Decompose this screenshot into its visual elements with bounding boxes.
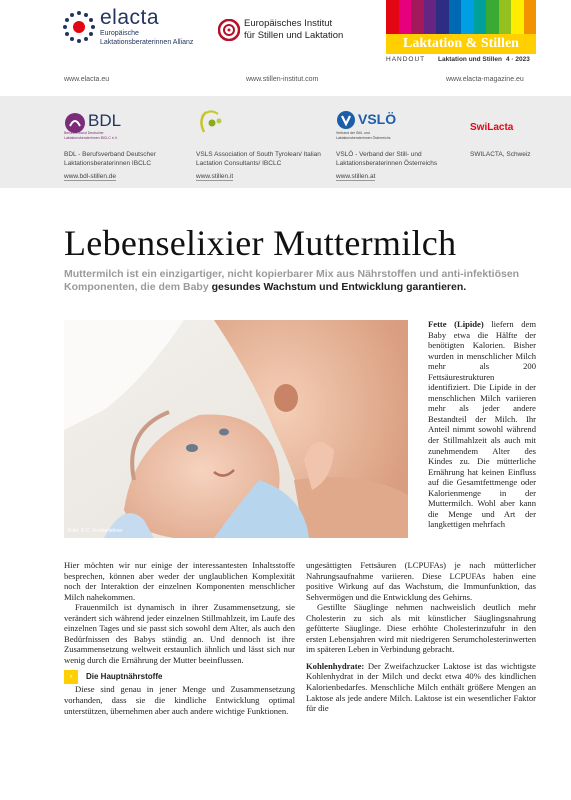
institute-spiral-logo-icon <box>218 19 240 41</box>
institute-name-line1: Europäisches Institut <box>244 18 333 29</box>
bdl-logo-subtitle: Berufsverband Deutscher Laktationsberaterinnen IBCLC e.V. <box>64 131 118 140</box>
fette-column-top <box>428 319 536 530</box>
bdl-logo-text: BDL <box>88 111 122 130</box>
bdl-url[interactable]: www.bdl-stillen.de <box>64 173 117 180</box>
lead-grey-text: Muttermilch ist ein einzigartiger, nicht kopierbarer Mix aus Nährstoffen und anti-infektiösen Komponenten, die dem Baby <box>64 268 520 293</box>
chevron-right-icon: › <box>64 670 78 684</box>
magazine-stripe-2 <box>399 0 412 34</box>
fette-text: liefern dem Baby etwa die Hälfte der benötigten Kalorien. Bisher wurden in menschlicher Milch mehr als 200 Fettsäurestrukturen identifiziert. Die Lipide in der menschlichen Milch variieren mehr als jeder andere Bestandteil der Milch. Ihr Anteil nimmt sowohl während der Stillmahlzeit als auch mit zunehmendem Alter des Kindes zu. Die mütterliche Ernährung hat keinen Einfluss auf die Gesamtfettmenge oder Kalorienmenge in der Muttermilch. Wohl aber kann die Menge und Art der langkettigen mehrfach <box>428 319 537 530</box>
breastfeeding-photo <box>64 320 408 538</box>
bdl-description: BDL - Berufsverband Deutscher Laktationsberaterinnen IBCLC <box>64 151 156 167</box>
frauenmilch-paragraph: Frauenmilch ist dynamisch in ihrer Zusammensetzung, sie verändert sich während jeder einzelnen Stillmahlzeit, im Laufe des einzelnen Tages und sie passt sich sowohl dem Alter, als auch den Bedürfnissen des Babys ständig an. Und dennoch ist ihre Zusammensetzung weltweit erstaunlich ähnlich und lässt sich nur wenig durch die Ernährung der Mutter beeinflussen. <box>64 602 295 665</box>
institute-name-line2: für Stillen und Laktation <box>244 29 344 41</box>
fette-continuation: ungesättigten Fettsäuren (LCPUFAs) je nach mütterlicher Nahrungsaufnahme variieren. Diese LCPUFAs haben eine positive Wirkung auf das Wachstum, die Immunfunktion, das Sehvermögen und die Entwicklung des Gehirns. <box>306 560 536 602</box>
intro-paragraph: Hier möchten wir nur einige der interessantesten Inhaltsstoffe besprechen, können aber weder der unglaublichen Komplexität noch der Interaktion der einzelnen Komponenten menschlicher Milch nahekommen. <box>64 560 295 602</box>
magazine-stripe-7 <box>461 0 474 34</box>
right-text-column <box>306 560 536 714</box>
elacta-stars-logo-icon <box>60 8 98 46</box>
issue-name: Laktation und Stillen <box>438 56 502 63</box>
vslo-logo-icon <box>336 110 356 130</box>
magazine-stripe-11 <box>511 0 524 34</box>
institute-name <box>244 18 374 41</box>
magazine-stripe-9 <box>486 0 499 34</box>
vslo-url[interactable]: www.stillen.at <box>336 173 376 180</box>
lead-dark-text: gesundes Wachstum und Entwicklung garantieren. <box>211 281 467 293</box>
vsls-logo-icon <box>196 106 226 136</box>
fette-label: Fette (Lipide) <box>428 319 484 329</box>
issue-number: 4 · 2023 <box>506 56 530 63</box>
institute-url[interactable]: www.stillen-institut.com <box>246 76 319 83</box>
magazine-url[interactable]: www.elacta-magazine.eu <box>446 76 524 83</box>
handout-label: HANDOUT <box>386 56 426 63</box>
vslo-description: VSLÖ - Verband der Still- und Laktationsberaterinnen Österreichs <box>336 151 438 167</box>
gestillte-paragraph: Gestillte Säuglinge nehmen nachweislich deutlich mehr Cholesterin zu sich als mit künstlicher Säuglingsnahrung gefütterte Säuglinge. Diese erhöhte Cholesterinzufuhr in den ersten Lebensjahren wird mit niedrigeren Serumcholesterinwerten im späteren Leben in Verbindung gebracht. <box>306 602 536 655</box>
swilacta-description: SWILACTA, Schweiz <box>470 151 531 158</box>
vsls-url[interactable]: www.stillen.it <box>196 173 234 180</box>
magazine-stripe-10 <box>499 0 512 34</box>
swilacta-logo-text: SwiLacta <box>470 122 514 133</box>
elacta-subtitle: Europäische Laktationsberaterinnen Allianz <box>100 30 194 46</box>
page-header <box>0 0 571 96</box>
vsls-description: VSLS Association of South Tyrolean/ Italian Lactation Consultants/ IBCLC <box>196 151 321 167</box>
magazine-stripe-8 <box>474 0 487 34</box>
article-title: Lebenselixier Muttermilch <box>64 223 457 263</box>
photo-credit: Foto: © C. Fischerlehner <box>68 528 123 534</box>
vslo-logo-subtitle: Verband der Still- und Laktationsberaterinnen Österreichs <box>336 131 391 140</box>
magazine-stripe-1 <box>386 0 399 34</box>
kohlenhydrate-text: Der Zweifachzucker Laktose ist das wichtigste Kohlenhydrat in der Milch und deckt etwa 40% des kindlichen Kalorienbedarfes. Menschliche Milch enthält größere Mengen an Laktose als jede andere Milch. Laktose ist ein wesentlicher Faktor für die <box>306 660 536 714</box>
magazine-stripe-6 <box>449 0 462 34</box>
section-paragraph: Diese sind genau in jener Menge und Zusammensetzung vorhanden, dass sie die kindliche Entwicklung optimal unterstützen, übernehmen aber auch andere wichtige Funktionen. <box>64 684 295 716</box>
section-title: Die Hauptnährstoffe <box>86 672 163 682</box>
magazine-stripe-3 <box>411 0 424 34</box>
article-lead <box>64 268 534 294</box>
elacta-name: elacta <box>100 6 160 29</box>
elacta-url[interactable]: www.elacta.eu <box>64 76 110 83</box>
magazine-stripe-12 <box>524 0 537 34</box>
section-heading <box>64 670 295 684</box>
magazine-stripe-4 <box>424 0 437 34</box>
magazine-color-stripes <box>386 0 536 34</box>
kohlenhydrate-label: Kohlenhydrate: <box>306 660 365 671</box>
magazine-stripe-5 <box>436 0 449 34</box>
left-text-column <box>64 560 295 716</box>
magazine-title: Laktation & Stillen <box>386 34 536 54</box>
vslo-logo-text: VSLÖ <box>358 111 397 127</box>
